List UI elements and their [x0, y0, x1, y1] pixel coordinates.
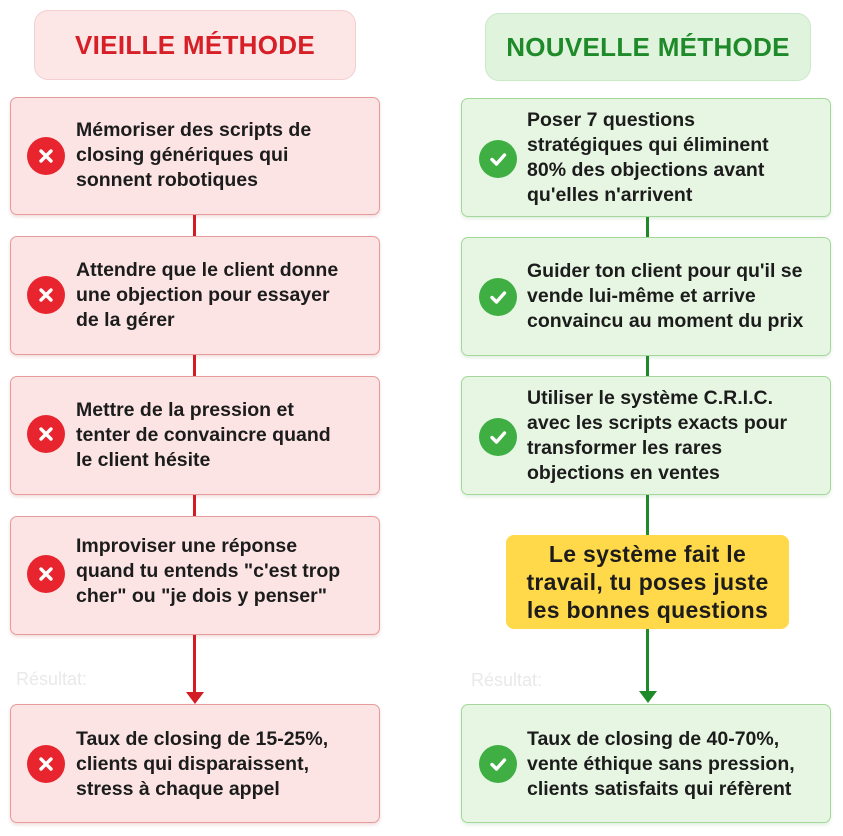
- new-step-text-1: [527, 108, 769, 208]
- old-step-2-line-3: de la gérer: [76, 309, 175, 331]
- new-result-text: [527, 727, 795, 802]
- new-step-2-line-1: Guider ton client pour qu'il se: [527, 260, 803, 282]
- new-result-arrowhead: [639, 691, 657, 703]
- new-connector-4: [646, 629, 649, 691]
- new-result-line-1: Taux de closing de 40-70%,: [527, 728, 780, 750]
- old-connector-3: [193, 494, 196, 518]
- check-circle-icon: [479, 278, 517, 316]
- new-step-card-2: [461, 237, 831, 356]
- new-step-1-line-1: Poser 7 questions: [527, 109, 695, 131]
- callout-line-1: Le système fait le: [548, 541, 747, 567]
- old-method-header: VIEILLE MÉTHODE: [34, 10, 356, 80]
- new-step-card-3: [461, 376, 831, 495]
- old-step-text-2: [76, 258, 338, 333]
- old-step-2-line-2: une objection pour essayer: [76, 284, 330, 306]
- old-connector-1: [193, 214, 196, 238]
- old-step-card-4: [10, 516, 380, 635]
- old-step-1-line-3: sonnent robotiques: [76, 169, 258, 191]
- new-step-2-line-3: convaincu au moment du prix: [527, 310, 804, 332]
- old-connector-2: [193, 354, 196, 378]
- new-step-1-line-3: 80% des objections avant: [527, 159, 765, 181]
- old-step-3-line-3: le client hésite: [76, 449, 211, 471]
- system-callout: [506, 535, 789, 629]
- old-result-text: [76, 727, 328, 802]
- new-step-text-2: [527, 259, 803, 334]
- old-step-text-1: [76, 118, 311, 193]
- new-step-text-3: [527, 386, 787, 486]
- new-step-2-line-2: vende lui-même et arrive: [527, 285, 756, 307]
- new-connector-1: [646, 216, 649, 238]
- new-result-card: [461, 704, 831, 823]
- new-connector-3: [646, 494, 649, 535]
- x-circle-icon: [27, 137, 65, 175]
- new-step-3-line-1: Utiliser le système C.R.I.C.: [527, 387, 774, 409]
- new-result-label: Résultat:: [471, 670, 543, 690]
- old-step-card-3: [10, 376, 380, 495]
- check-circle-icon: [479, 745, 517, 783]
- callout-line-3: les bonnes questions: [526, 597, 769, 623]
- old-step-3-line-1: Mettre de la pression et: [76, 399, 294, 421]
- old-step-4-line-2: quand tu entends "c'est trop: [76, 560, 341, 582]
- new-step-3-line-4: objections en ventes: [527, 462, 720, 484]
- new-result-line-3: clients satisfaits qui réfèrent: [527, 778, 792, 800]
- new-method-header: NOUVELLE MÉTHODE: [485, 13, 811, 81]
- x-circle-icon: [27, 745, 65, 783]
- old-step-card-2: [10, 236, 380, 355]
- old-step-text-3: [76, 398, 331, 473]
- old-result-arrowhead: [186, 692, 204, 704]
- new-result-line-2: vente éthique sans pression,: [527, 753, 795, 775]
- old-step-card-1: [10, 97, 380, 215]
- x-circle-icon: [27, 276, 65, 314]
- old-result-line-3: stress à chaque appel: [76, 778, 280, 800]
- new-step-3-line-3: transformer les rares: [527, 437, 723, 459]
- old-result-label: Résultat:: [16, 669, 88, 689]
- check-circle-icon: [479, 418, 517, 456]
- new-connector-2: [646, 355, 649, 377]
- new-step-1-line-4: qu'elles n'arrivent: [527, 184, 693, 206]
- old-step-1-line-1: Mémoriser des scripts de: [76, 119, 312, 141]
- old-connector-4: [193, 634, 196, 692]
- new-step-card-1: [461, 98, 831, 217]
- x-circle-icon: [27, 415, 65, 453]
- x-circle-icon: [27, 555, 65, 593]
- new-step-1-line-2: stratégiques qui éliminent: [527, 134, 769, 156]
- old-step-1-line-2: closing génériques qui: [76, 144, 289, 166]
- old-result-line-1: Taux de closing de 15-25%,: [76, 728, 329, 750]
- check-circle-icon: [479, 140, 517, 178]
- old-step-4-line-1: Improviser une réponse: [76, 535, 298, 557]
- old-result-card: [10, 704, 380, 823]
- callout-line-2: travail, tu poses juste: [526, 569, 769, 595]
- old-result-line-2: clients qui disparaissent,: [76, 753, 309, 775]
- old-step-3-line-2: tenter de convaincre quand: [76, 424, 331, 446]
- old-step-4-line-3: cher" ou "je dois y penser": [76, 585, 327, 607]
- new-step-3-line-2: avec les scripts exacts pour: [527, 412, 788, 434]
- old-step-2-line-1: Attendre que le client donne: [76, 259, 339, 281]
- old-step-text-4: [76, 534, 340, 609]
